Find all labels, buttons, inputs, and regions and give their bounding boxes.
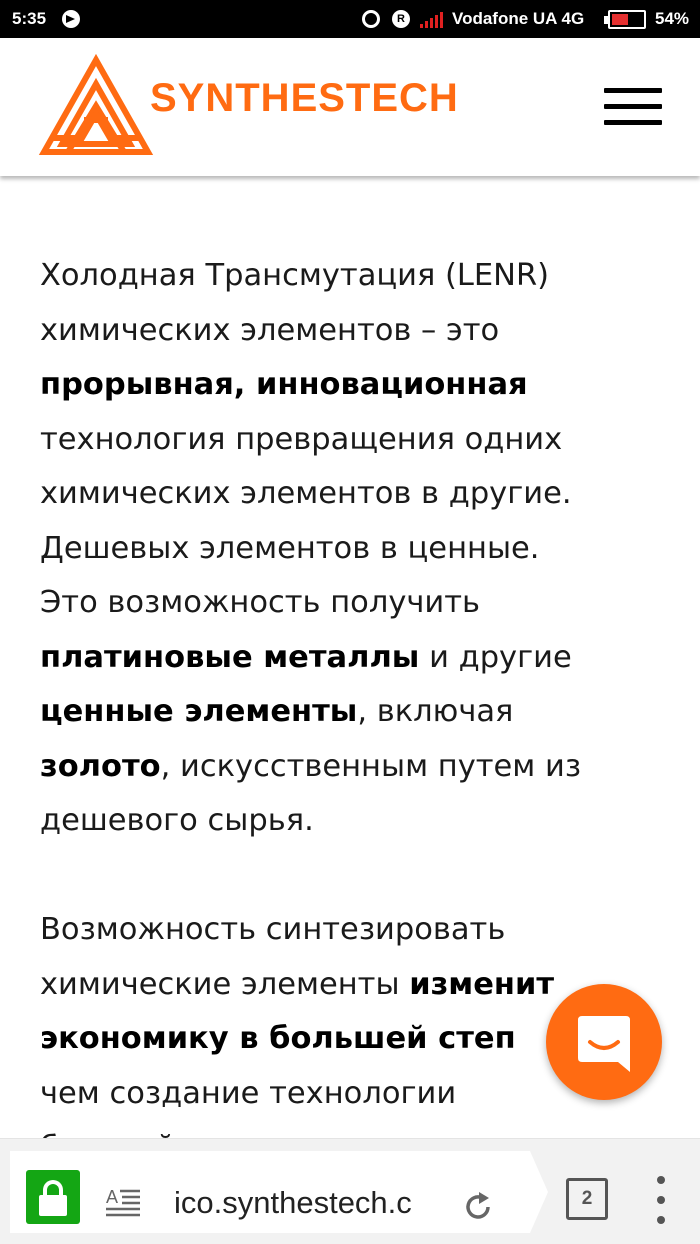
bold-text: изменит [409,966,555,1002]
text-run: , включая [357,694,514,729]
sync-icon [362,10,380,28]
text-line [40,740,660,795]
bold-text: золото [40,748,161,784]
address-bar[interactable] [10,1151,530,1233]
synthestech-logo-icon[interactable] [38,54,154,158]
text-line [40,685,660,740]
text-line [40,413,660,468]
text-run: химических элементов – это [40,312,500,348]
text-line [40,576,660,631]
secure-lock-icon[interactable] [26,1170,80,1224]
status-time: 5:35 [12,9,47,28]
text-line [40,794,660,849]
battery-percent: 54% [655,9,690,28]
text-line [40,903,660,958]
chat-button[interactable] [546,984,662,1100]
text-run: технология превращения одних [40,421,563,457]
text-run: Возможность синтезировать [40,912,506,947]
text-run: Дешевых элементов в ценные. [40,530,540,566]
reader-mode-icon[interactable] [106,1187,142,1217]
article-paragraph-1 [40,249,660,849]
text-line [40,631,660,686]
text-line [40,304,660,359]
text-run: , искусственным путем из [160,748,582,784]
text-run: химические элементы [40,966,410,1002]
text-line [40,522,660,577]
text-run: и другие [419,639,572,675]
bold-text: ценные элементы [40,694,358,729]
text-run: дешевого сырья. [40,803,314,838]
bold-text: экономику в большей степ [40,1021,516,1056]
status-bar [0,0,700,38]
text-run: Холодная Трансмутация (LENR) [40,258,550,293]
url-text[interactable]: ico.synthestech.c [174,1185,412,1220]
text-line [40,249,660,304]
text-line [40,358,660,413]
text-run: химических элементов в другие. [40,476,572,511]
text-run: Это возможность получить [40,585,480,620]
text-line [40,467,660,522]
telegram-notification-icon [62,10,80,28]
carrier-name: Vodafone UA 4G [452,9,585,28]
signal-strength-icon [420,12,444,28]
chat-bubble-icon [576,1014,632,1074]
tab-switcher-button[interactable]: 2 [566,1178,608,1220]
battery-icon [608,10,646,29]
hamburger-menu-icon[interactable] [604,88,662,126]
brand-name[interactable]: SYNTHESTECH [150,76,459,120]
svg-text:A: A [106,1187,119,1207]
bold-text: платиновые металлы [40,639,420,675]
roaming-icon: R [392,10,410,28]
browser-toolbar [0,1138,700,1244]
overflow-menu-icon[interactable] [652,1176,670,1224]
reload-icon[interactable] [462,1191,494,1223]
site-header [0,38,700,176]
text-run: чем создание технологии [40,1075,457,1111]
bold-text: прорывная, инновационная [40,367,528,402]
